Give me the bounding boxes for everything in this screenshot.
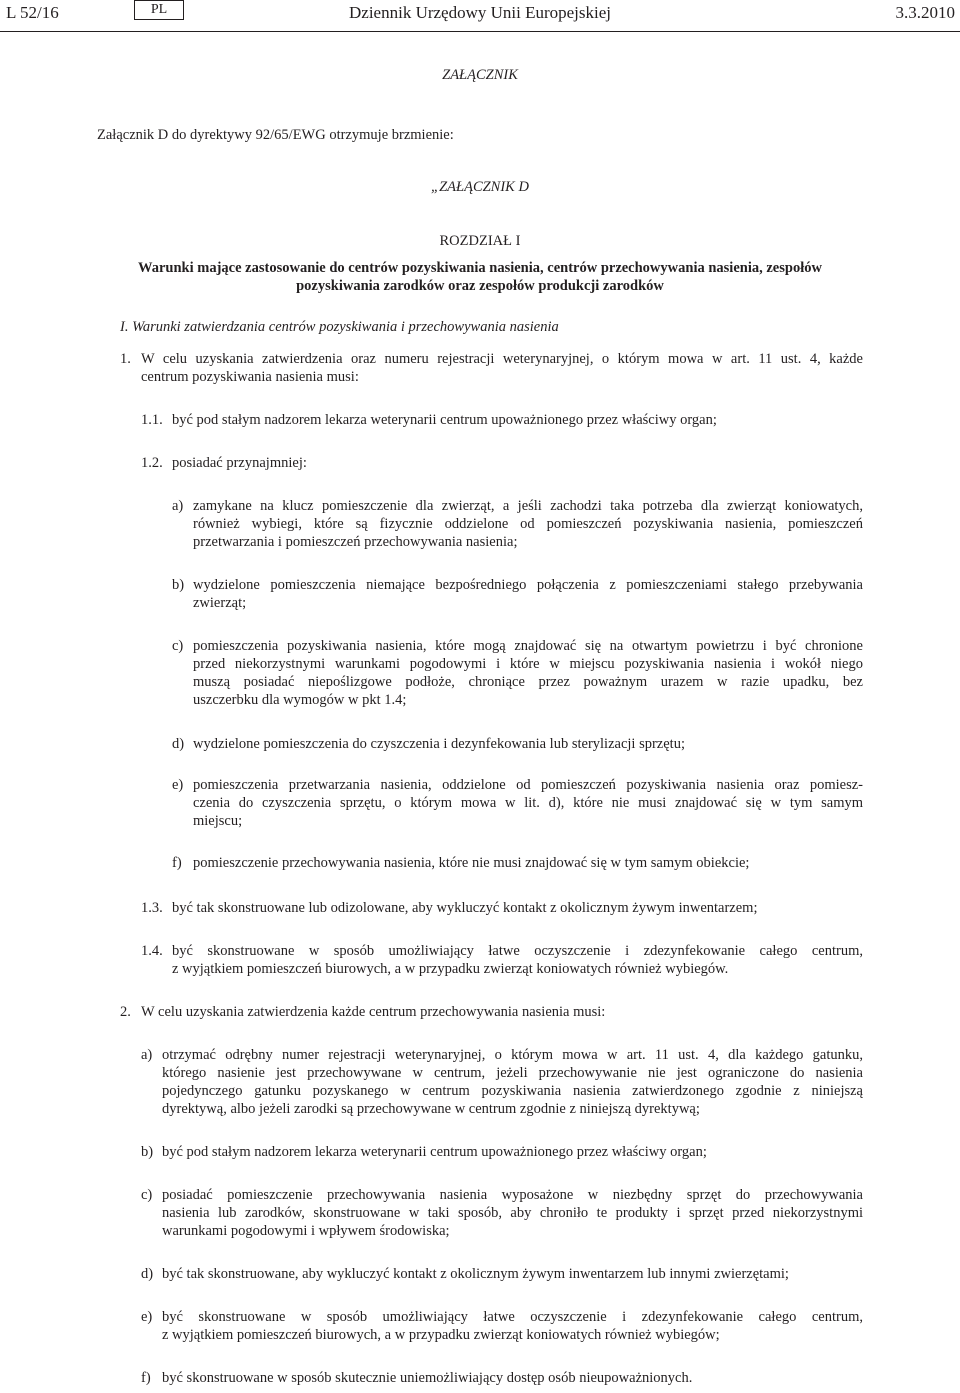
point-number: 1. bbox=[120, 351, 131, 367]
point-number: 1.3. bbox=[141, 900, 163, 916]
point-text: W celu uzyskania zatwierdzenia oraz numeru rejestracji weterynaryjnej, o którym mowa w art. 11 ust. 4, każde bbox=[141, 351, 863, 367]
item-text-line: być tak skonstruowane, aby wykluczyć kontakt z okolicznym żywym inwentarzem lub innymi zwierzętami; bbox=[162, 1266, 789, 1282]
chapter-heading-line2: pozyskiwania zarodków oraz zespołów produkcji zarodków bbox=[296, 278, 664, 294]
item-text-line: otrzymać odrębny numer rejestracji weterynaryjnej, o którym mowa w art. 11 ust. 4, dla każdego gatunku, bbox=[162, 1047, 863, 1063]
item-text-line: również wybiegi, które są fizycznie oddzielone od pomieszczeń pozyskiwania nasienia, pomieszczeń bbox=[193, 516, 863, 532]
item-text-line: przetwarzania i pomieszczeń przechowywania nasienia; bbox=[193, 534, 518, 550]
item-label: a) bbox=[172, 498, 184, 514]
item-text-line: być pod stałym nadzorem lekarza weterynarii centrum upoważnionego przez właściwy organ; bbox=[162, 1144, 707, 1160]
item-label: d) bbox=[172, 736, 185, 752]
chapter-heading-line1: Warunki mające zastosowanie do centrów pozyskiwania nasienia, centrów przechowywania nasienia, zespołów bbox=[138, 260, 822, 276]
section-heading: I. Warunki zatwierdzania centrów pozyskiwania i przechowywania nasienia bbox=[120, 319, 559, 335]
item-label: c) bbox=[172, 638, 184, 654]
journal-title: Dziennik Urzędowy Unii Europejskiej bbox=[349, 3, 612, 22]
item-text-line: z wyjątkiem pomieszczeń biurowych, a w przypadku zwierząt koniowatych również wybiegów; bbox=[162, 1327, 720, 1343]
item-text-line: muszą posiadać niepoślizgowe podłoże, chroniące przez poważnym urazem w razie upadku, bez bbox=[193, 674, 863, 690]
point-text: centrum pozyskiwania nasienia musi: bbox=[141, 369, 359, 385]
point-number: 2. bbox=[120, 1004, 131, 1020]
annex-title: ZAŁĄCZNIK bbox=[442, 67, 518, 83]
publication-date: 3.3.2010 bbox=[895, 3, 955, 22]
item-text-line: być skonstruowane w sposób umożliwiający łatwe oczyszczenie i zdezynfekowanie całego centrum, bbox=[162, 1309, 863, 1325]
item-text-line: nasienia lub zarodków, skonstruowane w taki sposób, aby chroniło te produkty i sprzęt przed niekorzystnymi bbox=[162, 1205, 863, 1221]
item-label: e) bbox=[172, 777, 184, 793]
item-label: e) bbox=[141, 1309, 153, 1325]
annex-d-title: „ZAŁĄCZNIK D bbox=[431, 179, 529, 195]
header-rule bbox=[0, 31, 960, 32]
item-text-line: dyrektywą, albo jeżeli zarodki są przechowywane w centrum zgodnie z niniejszą dyrektywą; bbox=[162, 1101, 700, 1117]
item-text-line: wydzielone pomieszczenia niemające bezpośredniego połączenia z pomieszczeniami stałego przebywania bbox=[193, 577, 863, 593]
item-text-line: pomieszczenia przetwarzania nasienia, oddzielone od pomieszczeń pozyskiwania nasienia oraz pomiesz- bbox=[193, 777, 863, 793]
point-text: być pod stałym nadzorem lekarza weterynarii centrum upoważnionego przez właściwy organ; bbox=[172, 412, 717, 428]
point-number: 1.1. bbox=[141, 412, 163, 428]
item-text-line: wydzielone pomieszczenia do czyszczenia i dezynfekowania lub sterylizacji sprzętu; bbox=[193, 736, 685, 752]
point-text: posiadać przynajmniej: bbox=[172, 455, 307, 471]
intro-text: Załącznik D do dyrektywy 92/65/EWG otrzymuje brzmienie: bbox=[97, 127, 454, 143]
item-label: d) bbox=[141, 1266, 154, 1282]
item-text-line: uszczerbku dla wymogów w pkt 1.4; bbox=[193, 692, 407, 708]
point-number: 1.2. bbox=[141, 455, 163, 471]
item-text-line: być skonstruowane w sposób skutecznie uniemożliwiający dostęp osób nieupoważnionych. bbox=[162, 1370, 693, 1386]
item-text-line: zwierząt; bbox=[193, 595, 247, 611]
item-text-line: czenia do czyszczenia sprzętu, o którym mowa w lit. d), które nie musi znajdować się w tym samym bbox=[193, 795, 863, 811]
item-text-line: przed niekorzystnymi warunkami pogodowymi i które w miejscu pozyskiwania nasienia i wokół niego bbox=[193, 656, 863, 672]
item-label: b) bbox=[172, 577, 185, 593]
item-label: f) bbox=[141, 1370, 151, 1386]
point-text: być tak skonstruowane lub odizolowane, aby wykluczyć kontakt z okolicznym żywym inwentarzem; bbox=[172, 900, 758, 916]
item-label: a) bbox=[141, 1047, 153, 1063]
item-label: f) bbox=[172, 855, 182, 871]
point-text: z wyjątkiem pomieszczeń biurowych, a w przypadku zwierząt koniowatych również wybiegów. bbox=[172, 961, 729, 977]
point-number: 1.4. bbox=[141, 943, 163, 959]
item-text-line: posiadać pomieszczenie przechowywania nasienia wyposażone w niezbędny sprzęt do przechowywania bbox=[162, 1187, 863, 1203]
point-text: być skonstruowane w sposób umożliwiający łatwe oczyszczenie i zdezynfekowanie całego centrum, bbox=[172, 943, 863, 959]
item-text-line: pomieszczenia pozyskiwania nasienia, które mogą znajdować się na otwartym powietrzu i być chronione bbox=[193, 638, 863, 654]
item-label: c) bbox=[141, 1187, 153, 1203]
page-number: L 52/16 bbox=[6, 3, 59, 22]
language-badge: PL bbox=[134, 0, 184, 20]
item-text-line: pojedynczego gatunku pozyskanego w centrum pozyskiwania nasienia zatwierdzonego zgodnie z niniejszą bbox=[162, 1083, 863, 1099]
item-text-line: miejscu; bbox=[193, 813, 243, 829]
item-text-line: warunkami pogodowymi i wpływem środowiska; bbox=[162, 1223, 450, 1239]
item-text-line: zamykane na klucz pomieszczenie dla zwierząt, a jeśli zachodzi taka potrzeba dla zwierząt koniowatych, bbox=[193, 498, 863, 514]
item-label: b) bbox=[141, 1144, 154, 1160]
point-text: W celu uzyskania zatwierdzenia każde centrum przechowywania nasienia musi: bbox=[141, 1004, 606, 1020]
chapter-title: ROZDZIAŁ I bbox=[439, 233, 521, 249]
item-text-line: pomieszczenie przechowywania nasienia, które nie musi znajdować się w tym samym obiekcie; bbox=[193, 855, 750, 871]
item-text-line: którego nasienie jest przechowywane w centrum, jeżeli przechowywanie nie jest ograniczone do nasienia bbox=[162, 1065, 863, 1081]
page-header bbox=[0, 0, 960, 32]
